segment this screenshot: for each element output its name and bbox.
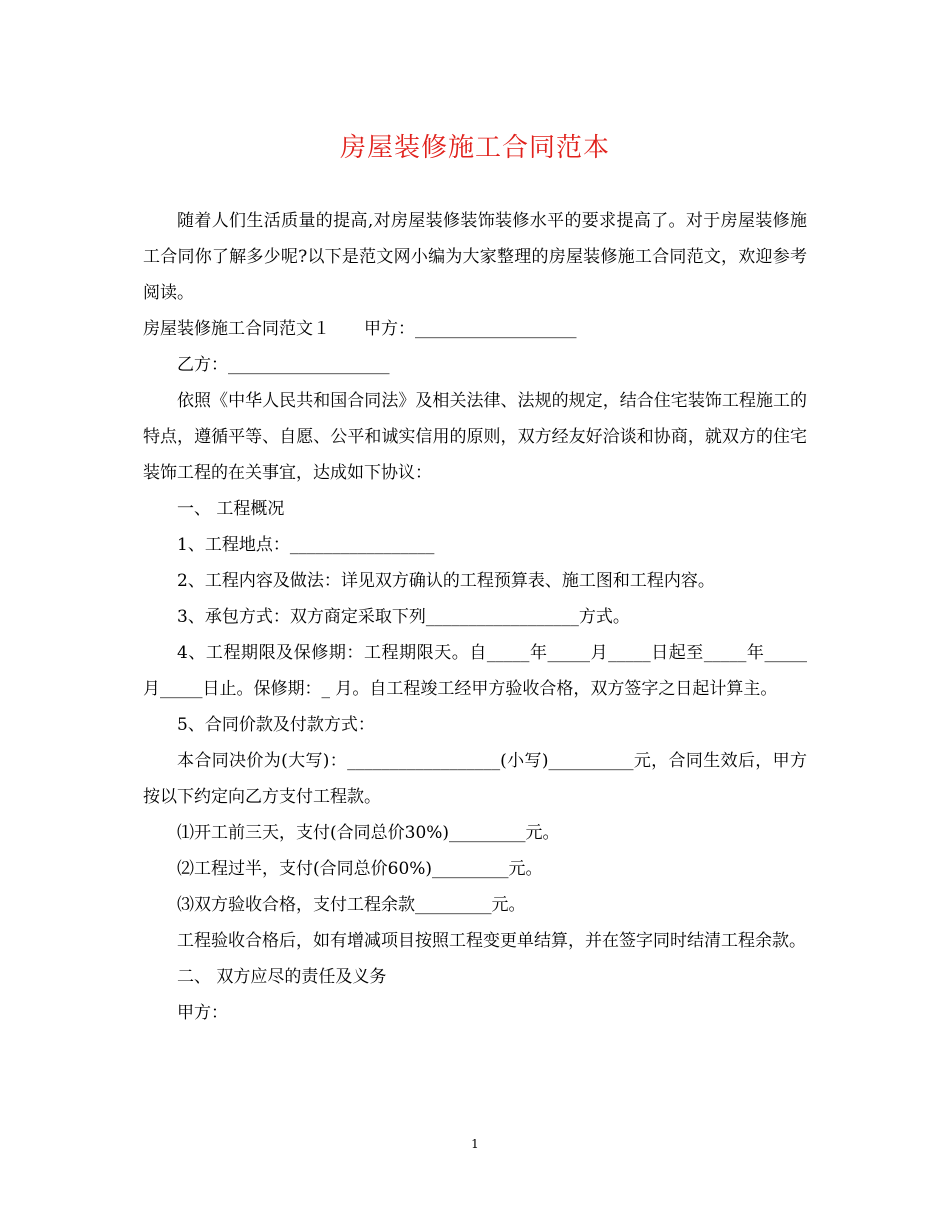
document-title: 房屋装修施工合同范本 [339, 133, 610, 163]
paragraph: 甲方： [177, 1003, 228, 1023]
paragraph: 二、 双方应尽的责任及义务 [177, 967, 387, 987]
paragraph: ⑵工程过半，支付(合同总价60%)_________元。 [177, 859, 543, 879]
paragraph: 随着人们生活质量的提高,对房屋装修装饰装修水平的要求提高了。对于房屋装修施工合同你了解多少呢?以下是范文网小编为大家整理的房屋装修施工合同范文，欢迎参考阅读。 [143, 211, 807, 303]
paragraph: 5、合同价款及付款方式： [177, 715, 375, 735]
document-body [143, 203, 807, 1031]
paragraph: 工程验收合格后，如有增减项目按照工程变更单结算，并在签字同时结清工程余款。 [177, 931, 806, 951]
paragraph: 一、 工程概况 [177, 499, 285, 519]
paragraph: 乙方：___________________ [177, 355, 390, 375]
paragraph: 4、工程期限及保修期：工程期限天。自_____年_____月_____日起至_____年_____月_____日止。保修期：_ 月。自工程竣工经甲方验收合格，双方签字之日起计算主。 [143, 643, 807, 699]
paragraph: 本合同决价为(大写)：__________________(小写)__________元，合同生效后，甲方按以下约定向乙方支付工程款。 [143, 751, 807, 807]
paragraph: 3、承包方式：双方商定采取下列__________________方式。 [177, 607, 630, 627]
page-number: 1 [471, 1137, 479, 1151]
paragraph: 2、工程内容及做法：详见双方确认的工程预算表、施工图和工程内容。 [177, 571, 715, 591]
paragraph: ⑴开工前三天，支付(合同总价30%)_________元。 [177, 823, 560, 843]
paragraph: 房屋装修施工合同范文１ 甲方：___________________ [143, 319, 577, 339]
paragraph: ⑶双方验收合格，支付工程余款_________元。 [177, 895, 526, 915]
paragraph: 依照《中华人民共和国合同法》及相关法律、法规的规定，结合住宅装饰工程施工的特点，遵循平等、自愿、公平和诚实信用的原则，双方经友好洽谈和协商，就双方的住宅装饰工程的在关事宜，达成如下协议： [143, 391, 807, 483]
paragraph: 1、工程地点：_________________ [177, 535, 435, 555]
